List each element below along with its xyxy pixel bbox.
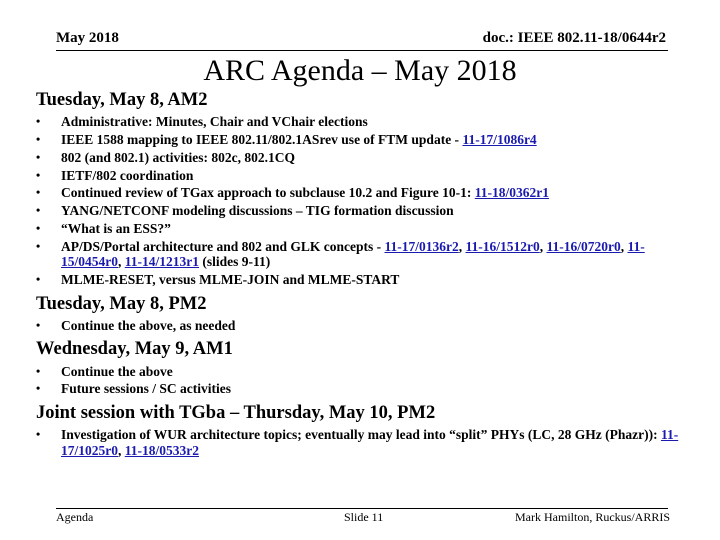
agenda-item-text: IEEE 1588 mapping to IEEE 802.11/802.1ASrev use of FTM update -: [61, 131, 463, 147]
agenda-item: [36, 381, 686, 397]
bullet-icon: •: [36, 203, 41, 218]
agenda-item-text: 802 (and 802.1) activities: 802c, 802.1CQ: [61, 149, 295, 165]
bullet-icon: •: [36, 167, 41, 182]
document-link[interactable]: 11-16/0720r0: [546, 238, 621, 254]
document-link[interactable]: 11-18/0533r2: [124, 442, 199, 458]
header-doc-id: doc.: IEEE 802.11-18/0644r2: [482, 30, 666, 46]
agenda-item-suffix: (slides 9-11): [199, 254, 271, 270]
agenda-list: [36, 114, 686, 287]
footer-author: Mark Hamilton, Ruckus/ARRIS: [515, 510, 670, 524]
document-link[interactable]: 11-17/1086r4: [462, 131, 537, 147]
agenda-item: [36, 168, 686, 184]
section-heading: Tuesday, May 8, AM2: [36, 90, 208, 110]
document-link[interactable]: 11-17/1025r0: [61, 427, 679, 458]
document-link[interactable]: 11-14/1213r1: [124, 254, 199, 270]
bullet-icon: •: [36, 427, 41, 442]
document-link[interactable]: 11-17/0136r2: [384, 238, 459, 254]
section-heading: Joint session with TGba – Thursday, May 10, PM2: [36, 402, 436, 423]
agenda-item: • AP/DS/Portal architecture and 802 and GLK concepts - 11-17/0136r2, 11-16/1512r0, 11-16/0720r0, 11-15/0454r0, 11-14/1213r1 (slides 9-11): [36, 238, 645, 270]
footer-slide-number: Slide 11: [344, 510, 384, 524]
agenda-item-text: Continue the above, as needed: [61, 317, 236, 333]
agenda-item-text: IETF/802 coordination: [61, 167, 194, 183]
agenda-item-text: MLME-RESET, versus MLME-JOIN and MLME-START: [61, 272, 400, 288]
document-link[interactable]: 11-16/1512r0: [465, 238, 540, 254]
agenda-item: [36, 185, 686, 201]
bullet-icon: •: [36, 363, 41, 378]
agenda-list: [36, 364, 686, 397]
footer-agenda: Agenda: [56, 510, 94, 524]
slide-title: ARC Agenda – May 2018: [203, 54, 517, 87]
bullet-icon: •: [36, 185, 41, 200]
document-link[interactable]: 11-18/0362r1: [474, 185, 550, 201]
bullet-icon: •: [36, 238, 41, 253]
agenda-item-text: Future sessions / SC activities: [61, 381, 232, 397]
document-link[interactable]: 11-15/0454r0: [61, 238, 645, 270]
agenda-item-text: Investigation of WUR architecture topics; eventually may lead into “split” PHYs (LC, 28 GHz (Phazr)):: [61, 427, 661, 443]
header-divider: [56, 50, 668, 51]
agenda-item: [36, 364, 686, 380]
agenda-item: [36, 318, 686, 334]
bullet-icon: •: [36, 381, 41, 396]
agenda-item-text: Continue the above: [61, 363, 173, 379]
bullet-icon: •: [36, 114, 41, 129]
header-date: May 2018: [56, 30, 119, 46]
agenda-item-text: Administrative: Minutes, Chair and VChair elections: [61, 114, 368, 130]
bullet-icon: •: [36, 317, 41, 332]
agenda-item-text: Continued review of TGax approach to subclause 10.2 and Figure 10-1:: [61, 185, 475, 201]
agenda-item: [36, 150, 686, 166]
footer-divider: [56, 508, 668, 509]
agenda-item: [36, 203, 686, 219]
agenda-item-text: YANG/NETCONF modeling discussions – TIG formation discussion: [61, 203, 454, 219]
agenda-item-text: “What is an ESS?”: [61, 220, 171, 236]
bullet-icon: •: [36, 131, 41, 146]
agenda-item: [36, 114, 686, 130]
agenda-item: [36, 221, 686, 237]
section-heading: Wednesday, May 9, AM1: [36, 339, 233, 360]
agenda-item: [36, 132, 686, 148]
agenda-list: [36, 427, 686, 458]
agenda-item: • Investigation of WUR architecture topics; eventually may lead into “split” PHYs (LC, 28 GHz (Phazr)): 11-17/1025r0, 11-18/0533r2: [36, 427, 679, 458]
section-heading: Tuesday, May 8, PM2: [36, 293, 207, 314]
bullet-icon: •: [36, 220, 41, 235]
agenda-list: [36, 318, 686, 334]
agenda-item: [36, 272, 686, 288]
agenda-item-text: AP/DS/Portal architecture and 802 and GLK concepts -: [61, 238, 385, 254]
bullet-icon: •: [36, 272, 41, 287]
bullet-icon: •: [36, 149, 41, 164]
agenda-content: [36, 88, 686, 462]
